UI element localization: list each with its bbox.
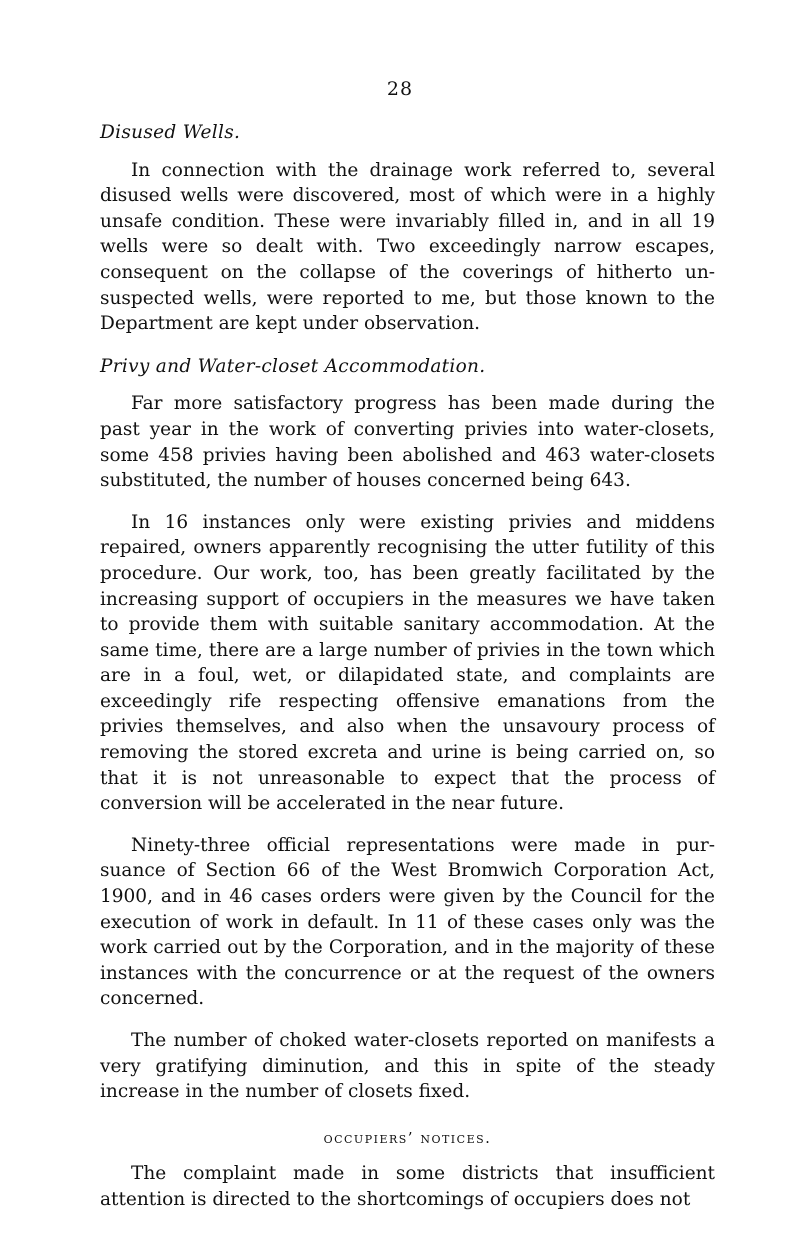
body-text	[100, 120, 715, 1213]
paragraph-privy-3: Ninety-three official representations were made in pur-suance of Section 66 of the West Bromwich Corporation Act, 1900, and in 46 cases orders were given by the Council for the execution of work in default. In 11 of these cases only was the work carried out by the Corporation, and in the majority of these instances with the concurrence or at the request of the owners concerned.	[100, 834, 715, 1010]
paragraph-privy-1: Far more satisfactory progress has been made during the past year in the work of converting privies into water-closets, some 458 privies having been abolished and 463 water-closets substituted, the number of houses concerned being 643.	[100, 393, 715, 492]
section-heading-occupiers-notices: occupiers’ notices.	[323, 1128, 492, 1147]
paragraph-privy-2: In 16 instances only were existing privies and middens repaired, owners apparently recognising the utter futility of this procedure. Our work, too, has been greatly facilitated by the increasing support of occupiers in the measures we have taken to provide them with suitable sanitary accommodation. At the same time, there are a large number of privies in the town which are in a foul, wet, or dilapidated state, and complaints are exceedingly rife respecting offensive emanations from the privies themselves, and also when the unsavoury process of removing the stored excreta and urine is being carried on, so that it is not unreasonable to expect that the process of conversion will be accelerated in the near future.	[100, 511, 715, 815]
paragraph-disused-wells: In connection with the drainage work referred to, several disused wells were discovered, most of which were in a highly unsafe condition. These were invariably filled in, and in all 19 wells were so dealt with. Two exceedingly narrow escapes, consequent on the collapse of the coverings of hitherto un-suspected wells, were reported to me, but those known to the Department are kept under observation.	[100, 159, 715, 335]
section-heading-privy: Privy and Water-closet Accommodation.	[100, 355, 486, 377]
page-number: 28	[386, 78, 414, 100]
paragraph-privy-4: The number of choked water-closets reported on manifests a very gratifying diminution, and this in spite of the steady increase in the number of closets fixed.	[100, 1030, 715, 1103]
section-heading-disused-wells: Disused Wells.	[100, 122, 241, 143]
paragraph-occupiers-notices: The complaint made in some districts that insufficient attention is directed to the shortcomings of occupiers does not	[100, 1163, 715, 1210]
